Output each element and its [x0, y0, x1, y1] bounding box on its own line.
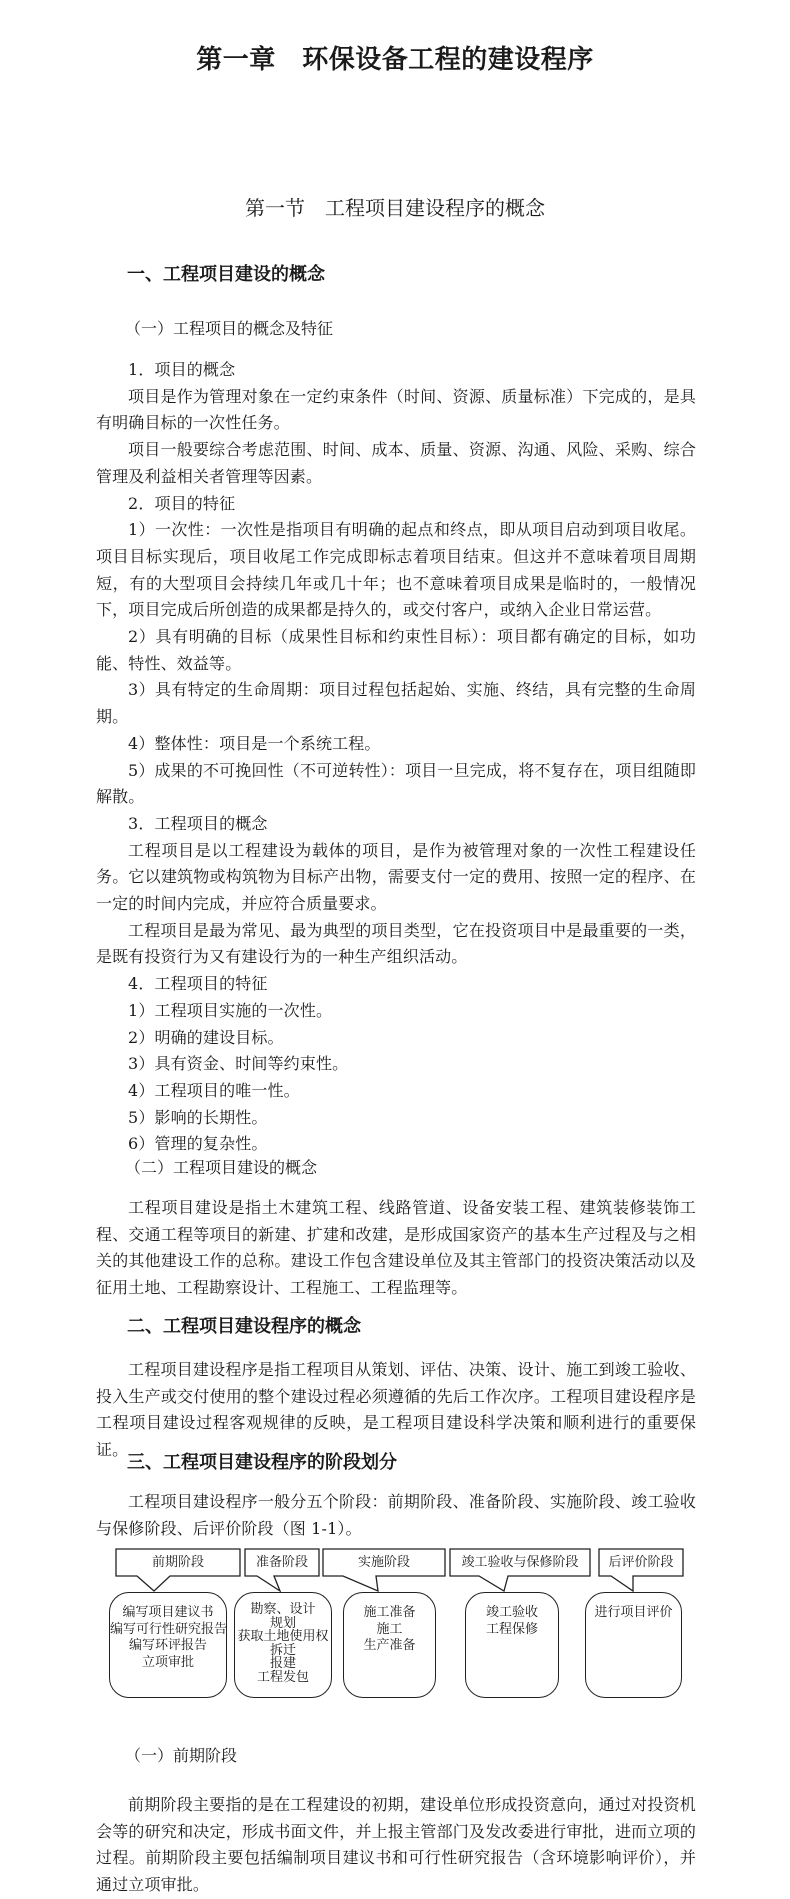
stage-box-preliminary — [109, 1592, 227, 1698]
paragraph: 2．项目的特征 — [128, 493, 236, 513]
stage-item: 编写可行性研究报告 — [110, 1621, 228, 1637]
stage-box-acceptance — [465, 1592, 559, 1698]
stage-label-preparation: 准备阶段 — [255, 1555, 308, 1570]
paragraph: 2）具有明确的目标（成果性目标和约束性目标）：项目都有确定的目标，如功能、特性、效益等。 — [96, 627, 696, 673]
stage-item: 工程发包 — [256, 1669, 309, 1685]
stage-item: 立项审批 — [141, 1654, 194, 1670]
stage-item: 编写项目建议书 — [122, 1605, 214, 1620]
stage-item: 施工准备 — [363, 1605, 416, 1620]
heading-part1-sub2: （二）工程项目建设的概念 — [125, 1158, 318, 1177]
paragraph: 工程项目是以工程建设为载体的项目，是作为被管理对象的一次性工程建设任务。它以建筑物或构筑物为目标产出物，需要支付一定的费用、按照一定的程序、在一定的时间内完成，并应符合质量要求。 — [96, 840, 696, 914]
list-item: 3）具有资金、时间等约束性。 — [128, 1054, 349, 1074]
body-part3-sub1 — [96, 1792, 696, 1899]
stage-box-post-evaluation — [585, 1592, 682, 1698]
stage-label-implementation: 实施阶段 — [357, 1555, 410, 1570]
paragraph: 项目是作为管理对象在一定约束条件（时间、资源、质量标准）下完成的，是具有明确目标的一次性任务。 — [96, 386, 696, 433]
list-item: 1）工程项目实施的一次性。 — [128, 1000, 333, 1020]
stage-item: 拆迁 — [269, 1642, 296, 1658]
heading-part2: 二、工程项目建设程序的概念 — [127, 1316, 361, 1337]
section-title: 第一节 工程项目建设程序的概念 — [245, 196, 545, 220]
stage-label-post-evaluation: 后评价阶段 — [608, 1555, 674, 1570]
paragraph: 工程项目是最为常见、最为典型的项目类型，它在投资项目中是最重要的一类，是既有投资行为又有建设行为的一种生产组织活动。 — [96, 920, 696, 967]
list-item: 2）明确的建设目标。 — [128, 1027, 284, 1047]
heading-part1: 一、工程项目建设的概念 — [127, 264, 325, 285]
list-item: 4）工程项目的唯一性。 — [128, 1080, 300, 1100]
paragraph: 项目一般要综合考虑范围、时间、成本、质量、资源、沟通、风险、采购、综合管理及利益相关者管理等因素。 — [96, 440, 696, 486]
chapter-title: 第一章 环保设备工程的建设程序 — [196, 45, 594, 75]
stage-item: 生产准备 — [363, 1638, 416, 1653]
stage-label-preliminary: 前期阶段 — [151, 1555, 204, 1570]
stage-item: 报建 — [269, 1656, 296, 1671]
paragraph: 3．工程项目的概念 — [128, 813, 268, 833]
stage-item: 竣工验收 — [485, 1605, 538, 1620]
body-part1-sub1 — [96, 357, 696, 1158]
stage-item: 施工 — [376, 1621, 403, 1637]
heading-part3-sub1: （一）前期阶段 — [125, 1746, 238, 1765]
stage-box-preparation — [234, 1592, 332, 1698]
body-part1-sub2 — [96, 1195, 696, 1302]
list-item: 6）管理的复杂性。 — [128, 1134, 268, 1154]
stage-item: 进行项目评价 — [594, 1605, 673, 1620]
paragraph: 4）整体性：项目是一个系统工程。 — [128, 733, 381, 753]
paragraph: 4．工程项目的特征 — [128, 974, 268, 994]
stage-box-implementation — [343, 1592, 436, 1698]
heading-part3: 三、工程项目建设程序的阶段划分 — [127, 1452, 397, 1473]
stage-item: 规划 — [269, 1615, 296, 1631]
paragraph: 前期阶段主要指的是在工程建设的初期，建设单位形成投资意向，通过对投资机会等的研究和决定，形成书面文件，并上报主管部门及发改委进行审批，进而立项的过程。前期阶段主要包括编制项目建议书和可行性研究报告（含环境影响评价），并通过立项审批。 — [96, 1795, 696, 1895]
paragraph: 工程项目建设是指土木建筑工程、线路管道、设备安装工程、建筑装修装饰工程、交通工程等项目的新建、扩建和改建，是形成国家资产的基本生产过程及与之相关的其他建设工作的总称。建设工作包含建设单位及其主管部门的投资决策活动以及征用土地、工程勘察设计、工程施工、工程监理等。 — [96, 1198, 696, 1298]
stage-item: 工程保修 — [485, 1621, 538, 1637]
stage-item: 勘察、设计 — [250, 1602, 316, 1617]
paragraph: 1）一次性：一次性是指项目有明确的起点和终点，即从项目启动到项目收尾。项目目标实现后，项目收尾工作完成即标志着项目结束。但这并不意味着项目周期短，有的大型项目会持续几年或几十年；也不意味着项目成果是临时的，一般情况下，项目完成后所创造的成果都是持久的，或交付客户，或纳入企业日常运营。 — [96, 520, 696, 620]
paragraph: 工程项目建设程序一般分五个阶段：前期阶段、准备阶段、实施阶段、竣工验收与保修阶段、后评价阶段（图 1-1）。 — [96, 1492, 696, 1538]
paragraph: 3）具有特定的生命周期：项目过程包括起始、实施、终结，具有完整的生命周期。 — [96, 680, 696, 727]
paragraph: 5）成果的不可挽回性（不可逆转性）：项目一旦完成，将不复存在，项目组随即解散。 — [96, 760, 696, 807]
paragraph: 工程项目建设程序是指工程项目从策划、评估、决策、设计、施工到竣工验收、投入生产或交付使用的整个建设过程必须遵循的先后工作次序。工程项目建设程序是工程项目建设过程客观规律的反映，是工程项目建设科学决策和顺利进行的重要保证。 — [96, 1360, 696, 1460]
body-part2 — [96, 1357, 696, 1464]
stage-item: 编写环评报告 — [128, 1638, 207, 1653]
body-part3 — [96, 1489, 696, 1542]
paragraph: 1．项目的概念 — [128, 360, 236, 379]
stage-item: 获取土地使用权 — [237, 1629, 329, 1644]
list-item: 5）影响的长期性。 — [128, 1107, 268, 1127]
heading-part1-sub1: （一）工程项目的概念及特征 — [125, 319, 334, 338]
stage-label-acceptance: 竣工验收与保修阶段 — [461, 1555, 579, 1570]
